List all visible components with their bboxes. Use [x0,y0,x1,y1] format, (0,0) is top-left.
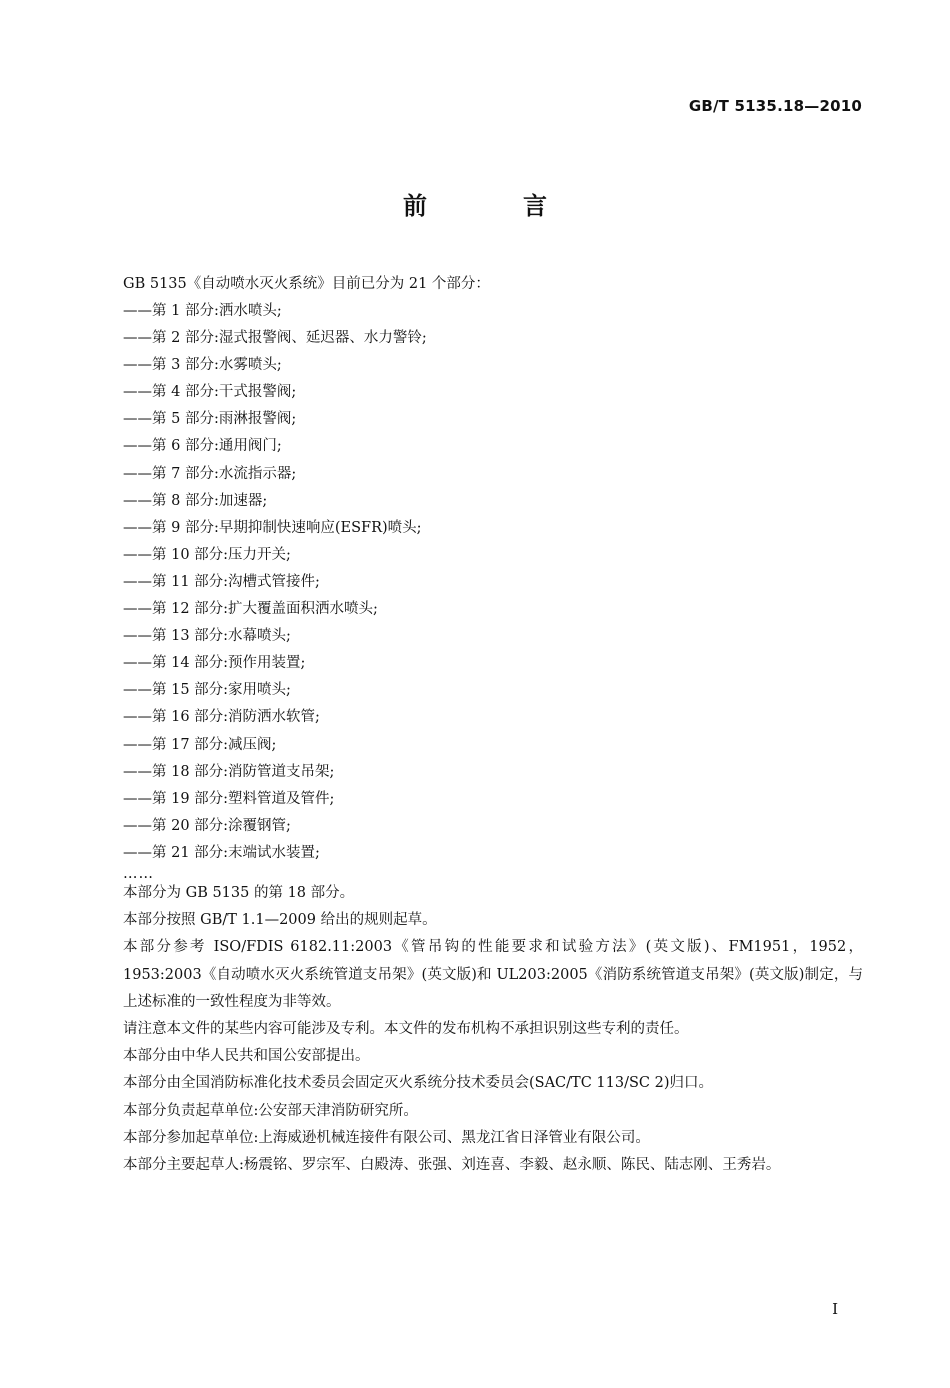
list-item: ——第 16 部分:消防洒水软管; [123,709,320,726]
list-item: ——第 7 部分:水流指示器; [123,465,297,482]
standard-code: GB/T 5135.18—2010 [688,97,862,115]
paragraph: 本部分由全国消防标准化技术委员会固定灭火系统分技术委员会(SAC/TC 113/SC 2)归口。 [123,1075,713,1092]
paragraph: 本部分为 GB 5135 的第 18 部分。 [123,885,355,901]
list-item: ——第 21 部分:末端试水装置; [123,844,320,861]
paragraph: 本部分参考 ISO/FDIS 6182.11:2003《管吊钩的性能要求和试验方法》(英文版)、FM1951，1952，1953:2003《自动喷水灭火系统管道支吊架》(英文版)和 UL203:2005《消防系统管道支吊架》(英文版)制定，与上述标准的一致性程度为非等效。 [123,939,863,1010]
list-item: ——第 8 部分:加速器; [123,492,268,509]
list-item: ——第 1 部分:洒水喷头; [123,303,282,319]
parts-list [123,298,427,867]
list-item: ——第 17 部分:减压阀; [123,736,277,753]
paragraph: 本部分由中华人民共和国公安部提出。 [123,1048,370,1065]
list-item: ——第 2 部分:湿式报警阀、延迟器、水力警铃; [123,330,427,347]
paragraph: 本部分参加起草单位:上海威逊机械连接件有限公司、黑龙江省日泽管业有限公司。 [123,1129,650,1146]
list-item: ——第 15 部分:家用喷头; [123,682,291,699]
list-ellipsis: …… [123,866,154,882]
list-item: ——第 19 部分:塑料管道及管件; [123,790,335,807]
list-item: ——第 13 部分:水幕喷头; [123,628,291,645]
list-item: ——第 14 部分:预作用装置; [123,655,306,672]
paragraph: 本部分主要起草人:杨震铭、罗宗军、白殿涛、张强、刘连喜、李毅、赵永顺、陈民、陆志刚、王秀岩。 [123,1157,781,1174]
paragraph: 本部分负责起草单位:公安部天津消防研究所。 [123,1102,418,1119]
intro-text: GB 5135《自动喷水灭火系统》目前已分为 21 个部分： [123,276,490,292]
list-item: ——第 3 部分:水雾喷头; [123,357,282,374]
list-item: ——第 20 部分:涂覆钢管; [123,817,291,834]
paragraph: 本部分按照 GB/T 1.1—2009 给出的规则起草。 [123,912,437,929]
body-paragraphs [123,880,863,1179]
page-number: I [832,1300,838,1318]
list-item: ——第 12 部分:扩大覆盖面积洒水喷头; [123,601,378,618]
list-item: ——第 5 部分:雨淋报警阀; [123,411,297,428]
list-item: ——第 10 部分:压力开关; [123,546,291,563]
list-item: ——第 18 部分:消防管道支吊架; [123,763,335,780]
page-title: 前 言 [403,192,583,220]
list-item: ——第 11 部分:沟槽式管接件; [123,573,320,590]
paragraph: 请注意本文件的某些内容可能涉及专利。本文件的发布机构不承担识别这些专利的责任。 [123,1021,689,1038]
list-item: ——第 4 部分:干式报警阀; [123,384,297,401]
list-item: ——第 6 部分:通用阀门; [123,438,282,455]
list-item: ——第 9 部分:早期抑制快速响应(ESFR)喷头; [123,519,422,536]
